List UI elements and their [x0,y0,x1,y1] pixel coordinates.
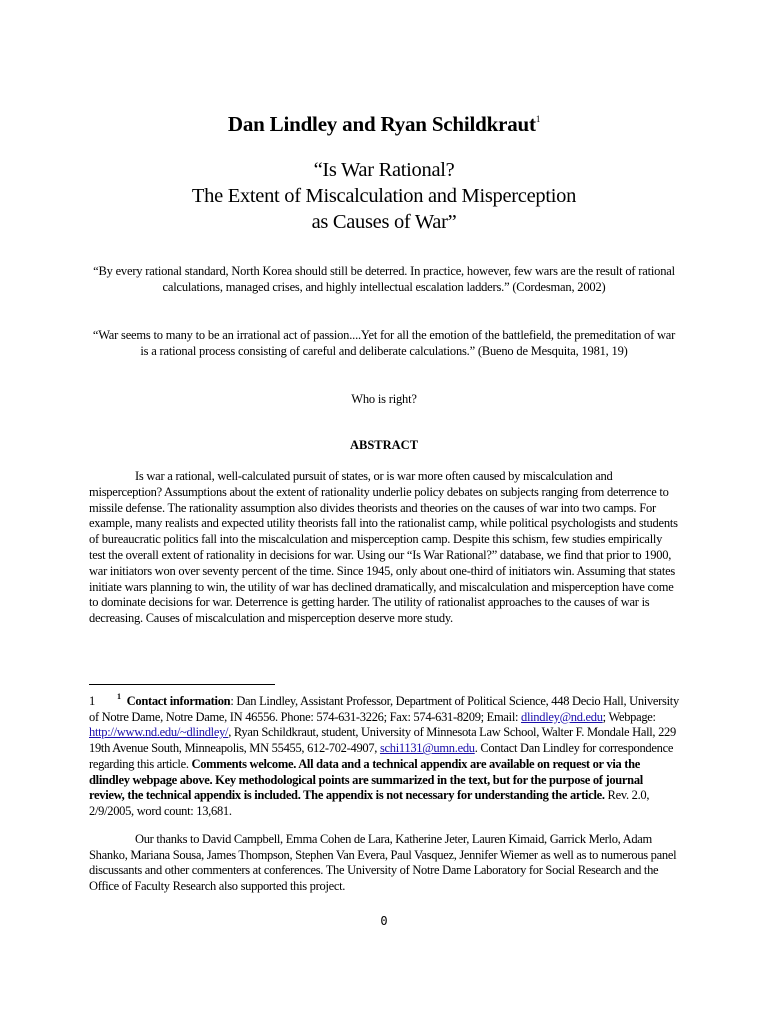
email-link-schildkraut[interactable]: schi1131@umn.edu [379,741,475,756]
footnote-bold-note: Comments welcome. All data and a technical appendix are available on request or via the dlindley webpage above. Key methodological points are summarized in the text, but for the purpose of journal review, the technical appendix is included. The appendix is not necessary for understanding the article. [89,756,643,803]
authors-footnote-mark[interactable]: 1 [535,114,541,124]
footnote-text-d: . Contact Dan Lindley for correspondence regarding this article. [89,741,674,771]
title-line-2: The Extent of Miscalculation and Misperception [191,185,577,207]
footnote-revision: Rev. 2.0, 2/9/2005, word count: 13,681. [89,788,650,818]
epigraph-cordesman: “By every rational standard, North Korea should still be deterred. In practice, however, few wars are the result of rational calculations, managed crises, and highly intellectual escalation ladders.” (Cordesman, 2002) [93,264,675,294]
webpage-link[interactable]: http://www.nd.edu/~dlindley/ [89,725,229,740]
author-line [0,112,768,137]
title-line-1: “Is War Rational? [313,159,455,181]
footnote-text-a: : Dan Lindley, Assistant Professor, Department of Political Science, 448 Decio Hall, University of Notre Dame, Notre Dame, IN 46556. Phone: 574-631-3226; Fax: 574-631-8209; Email: [89,694,679,724]
page-number: 0 [380,914,388,928]
title-line-3: as Causes of War” [311,211,457,233]
footnote-superscript: 1 [116,692,121,701]
footnote-text-b: ; Webpage: [602,709,656,724]
footnote-text-c: , Ryan Schildkraut, student, University of Minnesota Law School, Walter F. Mondale Hall, 229 19th Avenue South, Minneapolis, MN 55455, 612-702-4907, [89,725,676,756]
footnote-divider [89,684,275,685]
abstract-heading: ABSTRACT [349,438,419,452]
authors-text: Dan Lindley and Ryan Schildkraut [227,112,536,136]
epigraph-bueno-de-mesquita: “War seems to many to be an irrational act of passion....Yet for all the emotion of the battlefield, the premeditation of war is a rational process consisting of careful and deliberate calculations.” (Bueno de Mesquita, 1981, 19) [92,328,676,358]
acknowledgements: Our thanks to David Campbell, Emma Cohen de Lara, Katherine Jeter, Lauren Kimaid, Garrick Merlo, Adam Shanko, Mariana Sousa, James Thompson, Stephen Van Evera, Paul Vasquez, Jennifer Wiemer as well as to numerous panel discussants and other commenters at conferences. The University of Notre Dame Laboratory for Social Research and the Office of Faculty Research also supported this project. [89,832,677,894]
paper-title [0,157,768,235]
abstract-body: Is war a rational, well-calculated pursuit of states, or is war more often caused by miscalculation and misperception? Assumptions about the extent of rationality underlie policy debates on subjects ranging from deterrence to missile defense. The rationality assumption also divides theorists and theories on the causes of war into two camps. For example, many realists and expected utility theorists fall into the rationalist camp, while political psychologists and students of bureaucratic politics fall into the miscalculation and misperception camp. Despite this schism, few studies empirically test the overall extent of rationality in decisions for war. Using our “Is War Rational?” database, we find that prior to 1900, war initiators won over seventy percent of the time. Since 1945, only about one-third of initiators win. Assuming that states initiate wars planning to win, the utility of war has declined dramatically, and miscalculation and misperception have come to dominate decisions for war. Deterrence is getting harder. The utility of rationalist approaches to the causes of war is decreasing. Causes of miscalculation and misperception deserve more study. [89,469,678,626]
email-link-lindley[interactable]: dlindley@nd.edu [521,709,603,724]
epigraph-question: Who is right? [351,392,417,406]
footnote-number: 1 [89,694,95,708]
footnote-label: Contact information [126,694,231,708]
footnote-contact [89,689,681,820]
